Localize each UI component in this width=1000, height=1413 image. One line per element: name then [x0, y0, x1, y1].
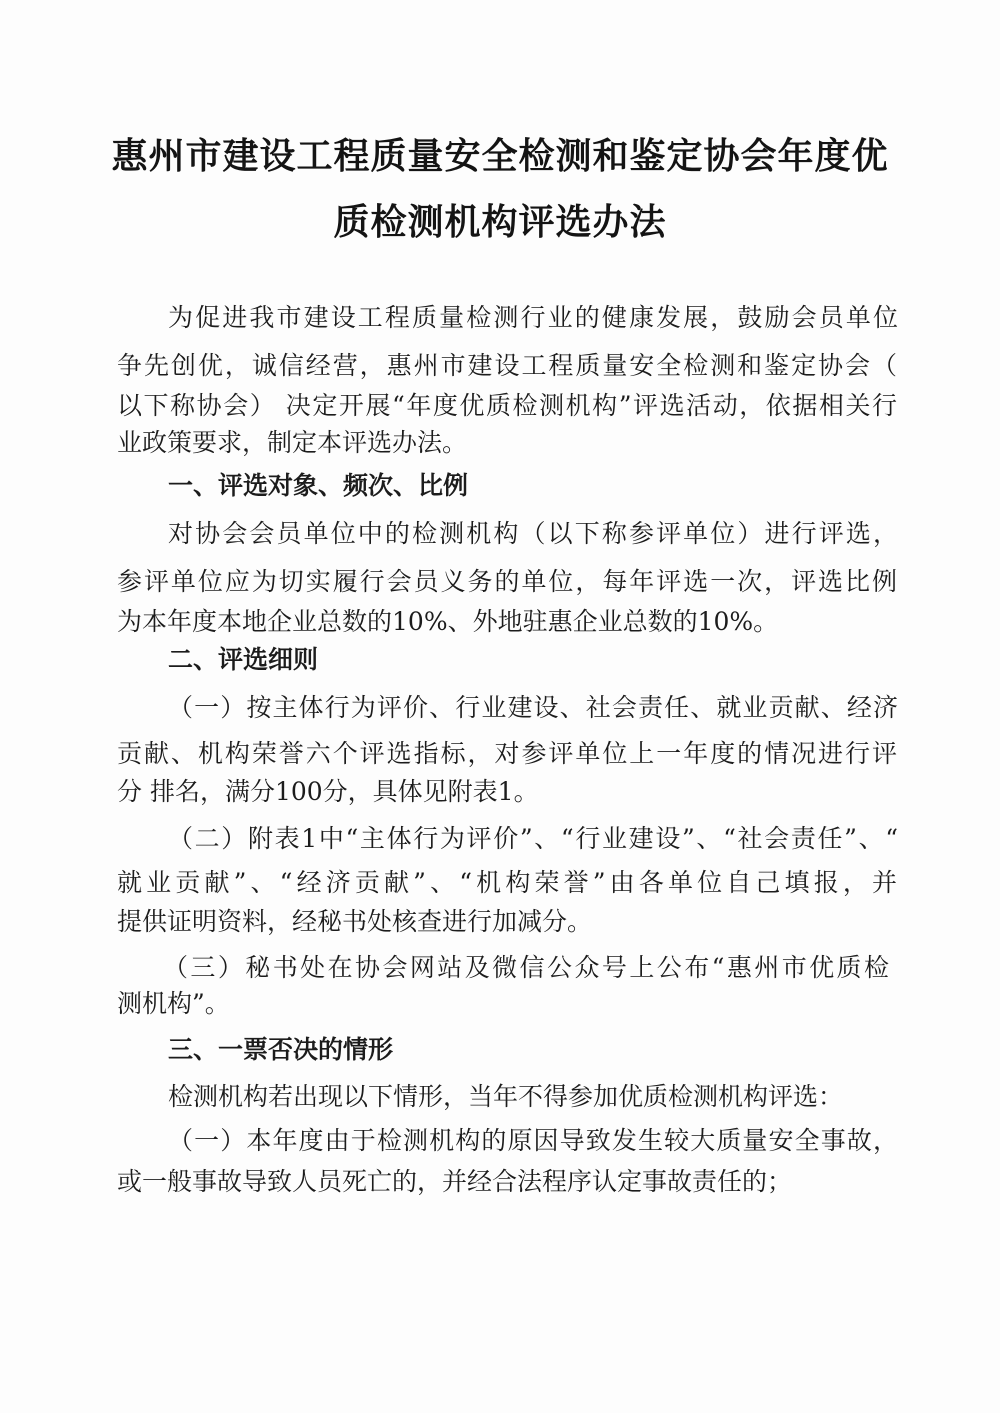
section-heading-3: 三、一票否决的情形	[168, 1035, 394, 1064]
section-2-item-1-line-3: 分 排名，满分100分，具体见附表1。	[117, 777, 539, 806]
section-1-line-1: 对协会会员单位中的检测机构（以下称参评单位）进行评选，	[168, 519, 898, 548]
section-2-item-1-line-2: 贡献、机构荣誉六个评选指标，对参评单位上一年度的情况进行评	[117, 739, 897, 768]
paragraph-intro-line-4: 业政策要求，制定本评选办法。	[117, 428, 468, 457]
section-3-line-1: 检测机构若出现以下情形，当年不得参加优质检测机构评选：	[168, 1082, 844, 1111]
section-2-item-2-line-1: （二）附表1中“主体行为评价”、“行业建设”、“社会责任”、“	[168, 824, 898, 853]
section-2-item-1-line-1: （一）按主体行为评价、行业建设、社会责任、就业贡献、经济	[168, 693, 898, 722]
section-2-item-2-line-3: 提供证明资料，经秘书处核查进行加减分。	[117, 907, 593, 936]
section-heading-1: 一、评选对象、频次、比例	[168, 471, 469, 500]
paragraph-intro-line-2: 争先创优，诚信经营，惠州市建设工程质量安全检测和鉴定协会（	[117, 351, 897, 380]
document-title-line-1: 惠州市建设工程质量安全检测和鉴定协会年度优	[111, 136, 889, 177]
section-2-item-2-line-2: 就业贡献”、“经济贡献”、“机构荣誉”由各单位自己填报，并	[117, 868, 897, 897]
section-3-item-1-line-2: 或一般事故导致人员死亡的，并经合法程序认定事故责任的；	[117, 1167, 793, 1196]
paragraph-intro-line-3: 以下称协会） 决定开展“年度优质检测机构”评选活动，依据相关行	[117, 391, 897, 420]
section-1-line-3: 为本年度本地企业总数的10%、外地驻惠企业总数的10%。	[117, 607, 779, 636]
section-heading-2: 二、评选细则	[168, 645, 319, 674]
paragraph-intro-line-1: 为促进我市建设工程质量检测行业的健康发展，鼓励会员单位	[168, 303, 898, 332]
section-1-line-2: 参评单位应为切实履行会员义务的单位，每年评选一次，评选比例	[117, 567, 897, 596]
section-2-item-3-line-2: 测机构”。	[117, 989, 230, 1018]
section-2-item-3-line-1: （三）秘书处在协会网站及微信公众号上公布“惠州市优质检	[163, 953, 889, 982]
section-3-item-1-line-1: （一）本年度由于检测机构的原因导致发生较大质量安全事故，	[168, 1126, 898, 1155]
document-title-line-2: 质检测机构评选办法	[333, 202, 667, 243]
